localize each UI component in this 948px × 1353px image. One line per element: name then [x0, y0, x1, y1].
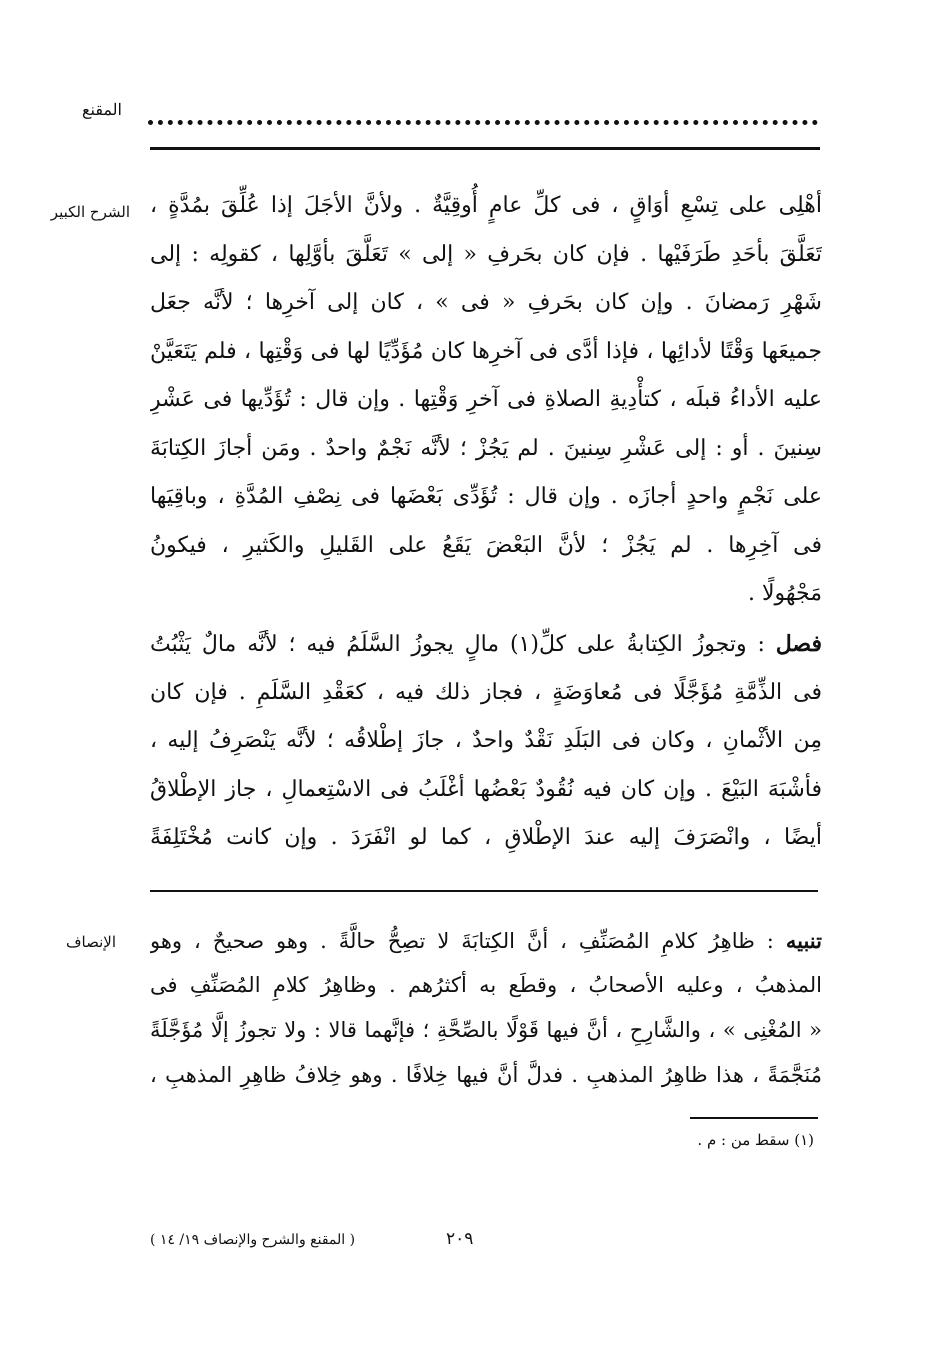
text-line: شَهْرِ رَمضانَ . وإن كان بحَرفِ « فى » ، كان إلى آخرِها ؛ لأنَّه جعَل [150, 290, 822, 315]
page-number: ٢٠٩ [446, 1229, 474, 1249]
dotted-leader [148, 108, 818, 125]
text-line: على نَجْمٍ واحدٍ أجازَه . وإن قال : تُؤَدِّى بَعْضَها فى نِصْفِ المُدَّةِ ، وباقِيَها [150, 484, 822, 509]
text-line: عليه الأداءُ قبلَه ، كتأْدِيةِ الصلاةِ فى آخرِ وَقْتِها . وإن قال : تُؤَدِّيها فى عَشْرِ [150, 387, 822, 412]
footnote: (١) سقط من : م . [697, 1131, 814, 1149]
insaf-line: : ظاهِرُ كلامِ المُصَنِّفِ ، أنَّ الكِتابَةَ لا تصِحُّ حالَّةً . وهو صحيحٌ ، وهو [150, 929, 774, 953]
header-rule [150, 147, 820, 150]
text-line: سِنينَ . أو : إلى عَشْرِ سِنينَ . لم يَجُزْ ؛ لأنَّه نَجْمٌ واحدٌ . ومَن أجازَ الكِتابَةَ [150, 435, 822, 461]
fasl-line: : وتجوزُ الكِتابةُ على كلِّ(١) مالٍ يجوزُ السَّلَمُ فيه ؛ لأنَّه مالٌ يَثْبُتُ [150, 632, 765, 657]
text-line: مُنَجَّمَةً ، هذا ظاهِرُ المذهبِ . فدلَّ أنَّ فيها خِلافًا . وهو خِلافُ ظاهِرِ المذهبِ ، [150, 1063, 822, 1087]
side-label-insaf: الإنصاف [65, 933, 116, 951]
text-line: جميعَها وَقْتًا لأدائِها ، فإذا أدَّى فى آخرِها كان مُؤَدِّيًا لها فى وَقْتِها ، فلم يَتَعَيَّنْ [150, 338, 822, 364]
sharh-text-block [150, 182, 822, 619]
text-line: أهْلِى على تِسْعِ أوَاقٍ ، فى كلِّ عامٍ أُوقِيَّةٌ . ولأنَّ الأجَلَ إذا عُلِّقَ بمُدَّةٍ ، [150, 193, 822, 218]
text-line: المذهبُ ، وعليه الأصحابُ ، وقطَع به أكثرُهم . وظاهِرُ كلامِ المُصَنِّفِ فى [150, 973, 822, 997]
source-reference: ( المقنع والشرح والإنصاف ١٩/ ١٤ ) [150, 1232, 356, 1248]
text-line: تَعَلَّقَ بأحَدِ طَرَفَيْها . فإن كان بحَرفِ « إلى » تَعَلَّقَ بأوَّلِها ، كقولِه : إلى [150, 241, 822, 267]
section-divider [150, 890, 818, 892]
running-head [148, 104, 818, 134]
text-line: فأشْبَهَ البَيْعَ . وإن كان فيه نُقُودٌ بَعْضُها أغْلَبُ فى الاسْتِعمالِ ، جاز الإطْلاقُ [150, 776, 822, 802]
fasl-heading: فصل [775, 631, 822, 657]
insaf-text-block [150, 918, 822, 1098]
text-line: مِن الأثْمانِ ، وكان فى البَلَدِ نَقْدٌ واحدٌ ، جازَ إطْلاقُه ؛ لأنَّه يَنْصَرِفُ إليه ، [150, 728, 822, 753]
footnote-rule [690, 1117, 818, 1119]
running-title: المقنع [81, 100, 122, 119]
text-line: « المُغْنِى » ، والشَّارِحِ ، أنَّ فيها قَوْلًا بالصِّحَّةِ ؛ فإنَّهما قالا : ولا تجوزُ إلَّا مُؤَجَّلَةً [150, 1018, 822, 1042]
text-line: مَجْهُولًا . [747, 581, 822, 606]
tanbih-heading: تنبيه [785, 928, 822, 953]
text-line: فى الذِّمَّةِ مُؤَجَّلًا فى مُعاوَضَةٍ ، فجاز ذلك فيه ، كعَقْدِ السَّلَمِ . فإن كان [150, 679, 822, 705]
text-line: فى آخِرِها . لم يَجُزْ ؛ لأنَّ البَعْضَ يَقَعُ على القَليلِ والكَثيرِ ، فيكونُ [150, 532, 822, 558]
text-line: أيضًا ، وانْصَرَفَ إليه عندَ الإطْلاقِ ، كما لو انْفَرَدَ . وإن كانت مُخْتَلِفَةً [150, 825, 822, 850]
text-line [150, 620, 822, 669]
text-line [150, 918, 822, 963]
fasl-text-block [150, 620, 822, 863]
side-label-sharh: الشرح الكبير [50, 203, 130, 221]
